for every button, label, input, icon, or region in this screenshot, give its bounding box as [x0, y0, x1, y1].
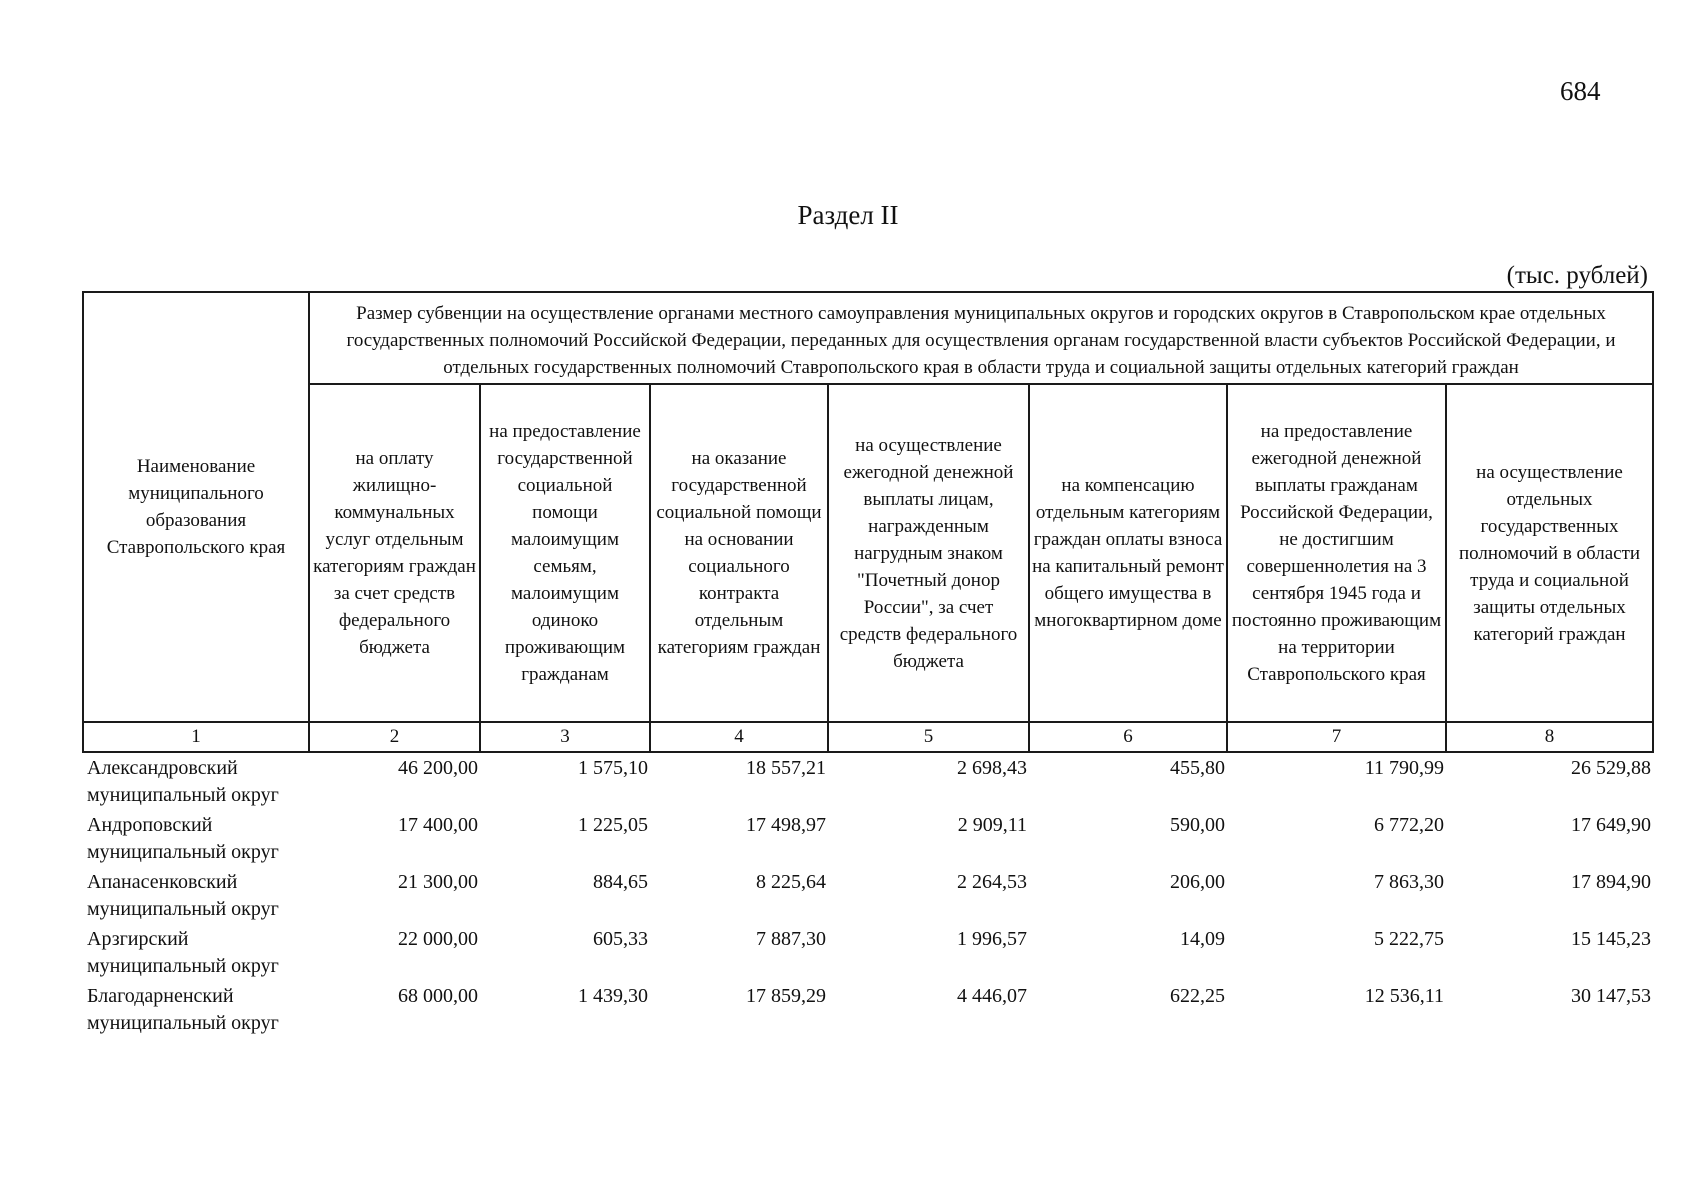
column-header: на оказание государственной социальной помощи на основании социального контракта отдельным категориям граждан	[650, 384, 828, 722]
table-cell: 622,25	[1170, 985, 1225, 1007]
table-cell: 17 859,29	[746, 985, 826, 1007]
table-cell: 605,33	[593, 928, 648, 950]
table-cell: 1 996,57	[957, 928, 1027, 950]
column-number: 5	[828, 722, 1029, 752]
table-row	[83, 981, 1653, 1038]
table-cell: 17 400,00	[398, 814, 478, 836]
table-cell: 17 498,97	[746, 814, 826, 836]
table-cell: 1 439,30	[578, 985, 648, 1007]
table-cell: 14,09	[1180, 928, 1225, 950]
table-cell: 17 894,90	[1571, 871, 1652, 893]
subvention-group-header: Размер субвенции на осуществление органами местного самоуправления муниципальных округов и городских округов в Ставропольском крае отдельных государственных полномочий Российской Федерации, переданных для осуществления органам государственной власти субъектов Российской Федерации, и отдельных государственных полномочий Ставропольского края в области труда и социальной защиты отдельных категорий граждан	[309, 292, 1653, 384]
column-header: на осуществление ежегодной денежной выплаты лицам, награжденным нагрудным знаком "Почетный донор России", за счет средств федерального бюджета	[828, 384, 1029, 722]
table-cell: 884,65	[593, 871, 648, 893]
table-cell: 26 529,88	[1571, 757, 1652, 779]
table-cell: 11 790,99	[1364, 757, 1444, 779]
table-cell: 46 200,00	[398, 757, 478, 779]
table-cell: 30 147,53	[1571, 985, 1652, 1007]
table-cell: 7 863,30	[1374, 871, 1444, 893]
table-cell: 18 557,21	[746, 757, 826, 779]
table-cell: 4 446,07	[957, 985, 1027, 1007]
column-number: 8	[1446, 722, 1653, 752]
subvention-table	[82, 291, 1654, 1038]
table-cell: 22 000,00	[398, 928, 478, 950]
table-cell: 68 000,00	[398, 985, 478, 1007]
table-cell: 8 225,64	[756, 871, 826, 893]
column-header: на оплату жилищно-коммунальных услуг отдельным категориям граждан за счет средств федерального бюджета	[309, 384, 480, 722]
table-cell: 6 772,20	[1374, 814, 1444, 836]
municipality-name: Арзгирский муниципальный округ	[87, 928, 279, 977]
table-row	[83, 810, 1653, 867]
table-cell: 206,00	[1170, 871, 1225, 893]
municipality-name: Благодарненский муниципальный округ	[87, 985, 279, 1034]
column-number: 4	[650, 722, 828, 752]
table-cell: 7 887,30	[756, 928, 826, 950]
page-number: 684	[1560, 76, 1601, 106]
table-cell: 21 300,00	[398, 871, 478, 893]
table-cell: 1 225,05	[578, 814, 648, 836]
column-number: 1	[83, 722, 309, 752]
units-label: (тыс. рублей)	[1506, 262, 1648, 289]
name-column-header: Наименование муниципального образования Ставропольского края	[83, 292, 309, 722]
column-header: на предоставление ежегодной денежной выплаты гражданам Российской Федерации, не достигшим совершеннолетия на 3 сентября 1945 года и постоянно проживающим на территории Ставропольского края	[1227, 384, 1446, 722]
section-title: Раздел II	[797, 200, 899, 230]
column-number: 3	[480, 722, 650, 752]
table-cell: 5 222,75	[1374, 928, 1444, 950]
table-cell: 1 575,10	[578, 757, 648, 779]
column-number: 2	[309, 722, 480, 752]
municipality-name: Андроповский муниципальный округ	[87, 814, 279, 863]
table-row	[83, 924, 1653, 981]
column-header: на предоставление государственной социальной помощи малоимущим семьям, малоимущим одиноко проживающим гражданам	[480, 384, 650, 722]
table-cell: 2 264,53	[957, 871, 1027, 893]
column-header: на осуществление отдельных государственных полномочий в области труда и социальной защиты отдельных категорий граждан	[1446, 384, 1653, 722]
table-cell: 2 698,43	[957, 757, 1027, 779]
table-cell: 17 649,90	[1571, 814, 1652, 836]
table-cell: 2 909,11	[957, 814, 1027, 836]
municipality-name: Апанасенковский муниципальный округ	[87, 871, 279, 920]
table-cell: 15 145,23	[1571, 928, 1652, 950]
column-header: на компенсацию отдельным категориям граждан оплаты взноса на капитальный ремонт общего имущества в многоквартирном доме	[1029, 384, 1227, 722]
table-cell: 590,00	[1170, 814, 1225, 836]
table-cell: 455,80	[1170, 757, 1225, 779]
table-row	[83, 752, 1653, 810]
table-row	[83, 867, 1653, 924]
column-number: 6	[1029, 722, 1227, 752]
municipality-name: Александровский муниципальный округ	[87, 757, 279, 806]
table-cell: 12 536,11	[1364, 985, 1444, 1007]
column-number: 7	[1227, 722, 1446, 752]
